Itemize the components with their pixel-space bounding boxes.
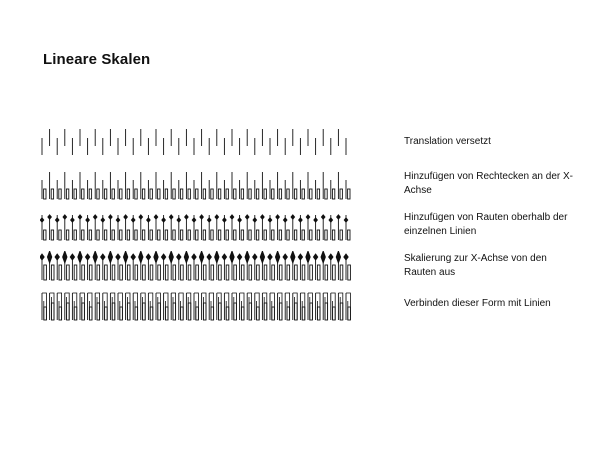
tick-rect [272, 265, 275, 280]
tick-rect [135, 265, 138, 280]
tick-rect [203, 230, 205, 240]
tick-diamond [261, 215, 265, 219]
tick-rect [165, 230, 167, 240]
tick-diamond [207, 218, 211, 222]
tick-rect [150, 265, 153, 280]
tick-rect [302, 230, 304, 240]
tick-rect [348, 307, 351, 320]
tick-diamond [268, 254, 272, 260]
tick-rect [218, 189, 220, 199]
pattern-group [40, 215, 350, 240]
tick-rect [219, 265, 222, 280]
tick-rect [234, 303, 237, 320]
scale-strip-scaled-diamonds [40, 251, 352, 281]
tick-diamond [215, 215, 219, 219]
tick-rect [51, 189, 53, 199]
tick-rect [181, 307, 184, 320]
tick-rect [211, 189, 213, 199]
tick-rect [165, 189, 167, 199]
tick-diamond [93, 215, 97, 219]
tick-diamond [321, 215, 325, 219]
tick-diamond [253, 254, 257, 260]
pattern-group [42, 129, 346, 155]
tick-rect [97, 303, 100, 320]
tick-diamond [177, 218, 181, 222]
tick-rect [188, 230, 190, 240]
tick-diamond [253, 218, 257, 222]
tick-rect [97, 265, 100, 280]
tick-rect [348, 265, 351, 280]
tick-diamond [154, 215, 158, 219]
tick-rect [340, 230, 342, 240]
pattern-group [42, 172, 350, 199]
tick-rect [51, 265, 54, 280]
tick-rect [135, 189, 137, 199]
tick-rect [196, 265, 199, 280]
scale-strip-connected [40, 291, 352, 321]
tick-rect [302, 307, 305, 320]
tick-diamond [245, 215, 249, 219]
tick-diamond [131, 218, 135, 222]
tick-rect [89, 265, 92, 280]
tick-rect [180, 189, 182, 199]
tick-rect [158, 303, 161, 320]
tick-diamond [55, 218, 59, 222]
tick-diamond [238, 218, 242, 222]
tick-diamond [108, 251, 112, 263]
tick-rect [188, 189, 190, 199]
tick-rect [234, 265, 237, 280]
tick-rect [142, 189, 144, 199]
tick-rect [287, 189, 289, 199]
tick-rect [211, 307, 214, 320]
tick-diamond [63, 251, 67, 263]
tick-rect [211, 265, 214, 280]
tick-diamond [154, 251, 158, 263]
tick-rect [112, 189, 114, 199]
tick-rect [241, 189, 243, 199]
tick-rect [348, 230, 350, 240]
tick-rect [150, 307, 153, 320]
tick-diamond [306, 215, 310, 219]
tick-rect [51, 303, 54, 320]
tick-rect [226, 189, 228, 199]
tick-rect [97, 230, 99, 240]
tick-rect [218, 230, 220, 240]
tick-rect [173, 303, 176, 320]
tick-rect [120, 307, 123, 320]
scale-strip-diamonds [40, 211, 352, 241]
tick-rect [89, 189, 91, 199]
tick-rect [332, 189, 334, 199]
tick-rect [279, 189, 281, 199]
tick-rect [59, 265, 62, 280]
tick-diamond [184, 251, 188, 263]
tick-rect [325, 189, 327, 199]
tick-diamond [109, 215, 113, 219]
tick-rect [257, 307, 260, 320]
tick-rect [158, 265, 161, 280]
tick-diamond [78, 215, 82, 219]
tick-diamond [192, 218, 196, 222]
tick-diamond [48, 215, 52, 219]
tick-diamond [306, 251, 310, 263]
tick-diamond [71, 218, 75, 222]
tick-rect [241, 307, 244, 320]
tick-rect [188, 265, 191, 280]
tick-diamond [139, 215, 143, 219]
tick-rect [257, 265, 260, 280]
tick-rect [150, 230, 152, 240]
tick-diamond [230, 251, 234, 263]
tick-diamond [344, 218, 348, 222]
tick-rect [173, 230, 175, 240]
tick-rect [203, 189, 205, 199]
tick-rect [249, 189, 251, 199]
tick-diamond [230, 215, 234, 219]
tick-diamond [177, 254, 181, 260]
tick-rect [310, 303, 313, 320]
tick-rect [241, 265, 244, 280]
tick-diamond [283, 218, 287, 222]
tick-rect [219, 303, 222, 320]
tick-diamond [283, 254, 287, 260]
tick-rect [203, 303, 206, 320]
tick-diamond [63, 215, 67, 219]
tick-rect [287, 307, 290, 320]
tick-diamond [268, 218, 272, 222]
tick-diamond [336, 251, 340, 263]
tick-rect [264, 189, 266, 199]
tick-rect [82, 189, 84, 199]
tick-rect [59, 189, 61, 199]
tick-diamond [147, 218, 151, 222]
tick-rect [59, 230, 61, 240]
tick-rect [44, 189, 46, 199]
tick-rect [226, 230, 228, 240]
tick-rect [317, 307, 320, 320]
tick-rect [59, 307, 62, 320]
tick-rect [135, 230, 137, 240]
tick-rect [325, 230, 327, 240]
tick-diamond [70, 254, 74, 260]
scale-strip-rectangles [40, 170, 352, 200]
tick-rect [158, 189, 160, 199]
tick-rect [74, 189, 76, 199]
tick-rect [279, 230, 281, 240]
tick-diamond [337, 215, 341, 219]
tick-rect [302, 265, 305, 280]
tick-rect [180, 230, 182, 240]
label-rectangles: Hinzufügen von Rechtecken an der X-Achse [404, 171, 573, 196]
tick-diamond [185, 215, 189, 219]
tick-rect [226, 307, 229, 320]
tick-rect [310, 265, 313, 280]
tick-rect [97, 189, 99, 199]
tick-rect [112, 230, 114, 240]
tick-rect [82, 265, 85, 280]
tick-rect [340, 265, 343, 280]
tick-rect [89, 307, 92, 320]
tick-diamond [78, 251, 82, 263]
tick-diamond [275, 251, 279, 263]
tick-diamond [116, 218, 120, 222]
tick-rect [272, 230, 274, 240]
tick-rect [256, 189, 258, 199]
tick-rect [287, 230, 289, 240]
tick-rect [143, 265, 146, 280]
tick-diamond [329, 254, 333, 260]
tick-rect [89, 230, 91, 240]
tick-diamond [223, 218, 227, 222]
tick-rect [295, 265, 298, 280]
tick-rect [165, 307, 168, 320]
tick-diamond [162, 218, 166, 222]
tick-rect [165, 265, 168, 280]
tick-diamond [237, 254, 241, 260]
tick-rect [325, 265, 328, 280]
tick-diamond [321, 251, 325, 263]
tick-diamond [146, 254, 150, 260]
tick-rect [44, 265, 47, 280]
tick-rect [264, 265, 267, 280]
tick-rect [211, 230, 213, 240]
tick-rect [310, 230, 312, 240]
tick-rect [51, 230, 53, 240]
tick-rect [295, 303, 298, 320]
tick-rect [120, 265, 123, 280]
tick-diamond [329, 218, 333, 222]
tick-diamond [207, 254, 211, 260]
tick-diamond [47, 251, 51, 263]
tick-rect [279, 265, 282, 280]
tick-diamond [101, 254, 105, 260]
tick-rect [188, 303, 191, 320]
tick-diamond [199, 251, 203, 263]
tick-rect [249, 230, 251, 240]
tick-diamond [215, 251, 219, 263]
tick-rect [181, 265, 184, 280]
tick-rect [203, 265, 206, 280]
tick-rect [279, 303, 282, 320]
label-connected: Verbinden dieser Form mit Linien [404, 298, 551, 309]
tick-rect [44, 230, 46, 240]
tick-rect [74, 230, 76, 240]
label-translation: Translation versetzt [404, 136, 491, 147]
tick-diamond [200, 215, 204, 219]
tick-diamond [116, 254, 120, 260]
tick-diamond [314, 218, 318, 222]
tick-rect [112, 303, 115, 320]
tick-rect [317, 230, 319, 240]
tick-rect [67, 265, 70, 280]
tick-rect [150, 189, 152, 199]
tick-diamond [299, 218, 303, 222]
tick-diamond [313, 254, 317, 260]
tick-diamond [245, 251, 249, 263]
tick-diamond [298, 254, 302, 260]
tick-diamond [123, 251, 127, 263]
tick-rect [317, 265, 320, 280]
tick-diamond [344, 254, 348, 260]
tick-diamond [86, 218, 90, 222]
tick-rect [135, 307, 138, 320]
tick-rect [196, 230, 198, 240]
tick-diamond [169, 215, 173, 219]
page-title: Lineare Skalen [43, 51, 151, 68]
tick-rect [234, 230, 236, 240]
pattern-group [42, 293, 350, 320]
tick-rect [173, 265, 176, 280]
tick-rect [127, 230, 129, 240]
tick-rect [340, 189, 342, 199]
tick-diamond [139, 251, 143, 263]
tick-rect [196, 307, 199, 320]
tick-rect [272, 307, 275, 320]
tick-diamond [55, 254, 59, 260]
tick-rect [66, 230, 68, 240]
tick-rect [310, 189, 312, 199]
tick-rect [333, 265, 336, 280]
tick-rect [249, 303, 252, 320]
tick-rect [272, 189, 274, 199]
tick-diamond [40, 254, 44, 260]
tick-rect [66, 189, 68, 199]
tick-rect [104, 189, 106, 199]
tick-rect [325, 303, 328, 320]
tick-rect [302, 189, 304, 199]
tick-rect [249, 265, 252, 280]
tick-rect [120, 189, 122, 199]
tick-diamond [161, 254, 165, 260]
tick-rect [127, 303, 130, 320]
label-diamonds: Hinzufügen von Rauten oberhalb der einzelnen Linien [404, 212, 568, 237]
label-scaled-diamonds: Skalierung zur X-Achse von den Rauten aus [404, 253, 547, 278]
tick-rect [67, 303, 70, 320]
tick-rect [74, 265, 77, 280]
tick-rect [120, 230, 122, 240]
tick-diamond [85, 254, 89, 260]
tick-rect [127, 265, 130, 280]
pattern-group [40, 251, 350, 280]
tick-rect [333, 307, 336, 320]
tick-rect [173, 189, 175, 199]
tick-diamond [124, 215, 128, 219]
tick-rect [264, 230, 266, 240]
tick-rect [82, 230, 84, 240]
tick-rect [112, 265, 115, 280]
tick-rect [348, 189, 350, 199]
tick-diamond [93, 251, 97, 263]
tick-rect [256, 230, 258, 240]
tick-diamond [260, 251, 264, 263]
tick-diamond [222, 254, 226, 260]
tick-rect [332, 230, 334, 240]
tick-rect [196, 189, 198, 199]
tick-rect [158, 230, 160, 240]
tick-rect [44, 307, 47, 320]
tick-rect [340, 303, 343, 320]
tick-rect [241, 230, 243, 240]
tick-rect [294, 189, 296, 199]
tick-rect [127, 189, 129, 199]
tick-diamond [276, 215, 280, 219]
tick-diamond [131, 254, 135, 260]
tick-diamond [291, 215, 295, 219]
tick-diamond [101, 218, 105, 222]
scale-strip-translation [40, 128, 352, 158]
tick-diamond [40, 218, 44, 222]
tick-diamond [169, 251, 173, 263]
tick-rect [287, 265, 290, 280]
tick-diamond [291, 251, 295, 263]
tick-rect [105, 307, 108, 320]
tick-rect [104, 230, 106, 240]
tick-rect [74, 307, 77, 320]
tick-rect [82, 303, 85, 320]
tick-rect [294, 230, 296, 240]
tick-rect [143, 303, 146, 320]
tick-diamond [192, 254, 196, 260]
tick-rect [226, 265, 229, 280]
tick-rect [105, 265, 108, 280]
tick-rect [142, 230, 144, 240]
tick-rect [264, 303, 267, 320]
tick-rect [234, 189, 236, 199]
tick-rect [317, 189, 319, 199]
